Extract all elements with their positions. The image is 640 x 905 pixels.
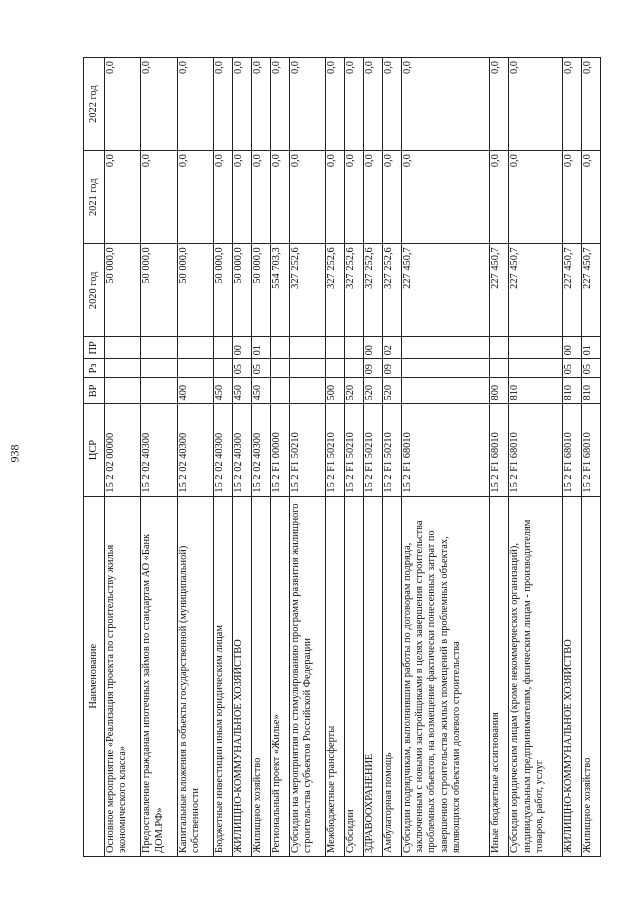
cell-rz	[105, 359, 141, 378]
cell-y2021: 0,0	[289, 151, 325, 244]
cell-y2021: 0,0	[509, 151, 563, 244]
table-row	[401, 58, 490, 857]
cell-y2022: 0,0	[382, 58, 401, 151]
cell-rz: 05	[582, 359, 601, 378]
header-2022: 2022 год	[84, 58, 105, 151]
cell-csr: 15 2 F1 50210	[344, 404, 363, 496]
table-row	[177, 58, 213, 857]
table-row	[214, 58, 233, 857]
cell-csr: 15 2 02 40300	[214, 404, 233, 496]
cell-y2021: 0,0	[326, 151, 345, 244]
cell-y2021: 0,0	[233, 151, 252, 244]
cell-pr	[490, 337, 509, 359]
cell-y2021: 0,0	[582, 151, 601, 244]
cell-y2020: 554 703,3	[270, 244, 289, 337]
cell-csr: 15 2 F1 00000	[270, 404, 289, 496]
table-row	[563, 58, 582, 857]
cell-pr: 00	[563, 337, 582, 359]
cell-y2022: 0,0	[251, 58, 270, 151]
header-rz: Рз	[84, 359, 105, 378]
cell-vr	[270, 378, 289, 404]
cell-rz	[141, 359, 177, 378]
cell-y2021: 0,0	[177, 151, 213, 244]
cell-y2021: 0,0	[344, 151, 363, 244]
cell-csr: 15 2 02 40300	[177, 404, 213, 496]
cell-name: Основное мероприятие «Реализация проекта по строительству жилья экономического класса»	[105, 496, 141, 856]
cell-vr: 520	[363, 378, 382, 404]
cell-pr: 01	[582, 337, 601, 359]
cell-rz: 09	[382, 359, 401, 378]
cell-y2022: 0,0	[233, 58, 252, 151]
cell-csr: 15 2 F1 68010	[563, 404, 582, 496]
header-csr: ЦСР	[84, 404, 105, 496]
cell-name: Амбулаторная помощь	[382, 496, 401, 856]
cell-name: Предоставление гражданам ипотечных займов по стандартам АО «Банк ДОМ.РФ»	[141, 496, 177, 856]
cell-name: ЗДРАВООХРАНЕНИЕ	[363, 496, 382, 856]
cell-vr	[289, 378, 325, 404]
cell-rz	[214, 359, 233, 378]
cell-y2021: 0,0	[401, 151, 490, 244]
cell-rz	[344, 359, 363, 378]
table-row	[344, 58, 363, 857]
cell-rz	[177, 359, 213, 378]
cell-vr: 520	[344, 378, 363, 404]
cell-y2020: 50 000,0	[141, 244, 177, 337]
cell-pr	[141, 337, 177, 359]
cell-y2020: 327 252,6	[326, 244, 345, 337]
cell-y2022: 0,0	[582, 58, 601, 151]
cell-name: ЖИЛИЩНО-КОММУНАЛЬНОЕ ХОЗЯЙСТВО	[233, 496, 252, 856]
page-number-text: 938	[7, 444, 22, 462]
table-body	[105, 58, 601, 857]
cell-rz	[326, 359, 345, 378]
cell-y2020: 227 450,7	[582, 244, 601, 337]
cell-name: Жилищное хозяйство	[251, 496, 270, 856]
cell-vr: 450	[214, 378, 233, 404]
cell-y2020: 327 252,6	[363, 244, 382, 337]
table-row	[251, 58, 270, 857]
cell-csr: 15 2 02 40300	[233, 404, 252, 496]
table-container	[83, 57, 601, 857]
cell-vr	[141, 378, 177, 404]
page-number	[0, 428, 30, 478]
cell-name: Субсидии подрядчикам, выполнившим работы по договорам подряда, заключенным с новыми застройщиками в целях завершения строительства проблемных объектов, на возмещение фактически понесенных затрат по завершению строительства жилых помещений в проблемных объектах, являющихся объектами долевого строительства	[401, 496, 490, 856]
header-2020: 2020 год	[84, 244, 105, 337]
cell-y2020: 50 000,0	[177, 244, 213, 337]
table-row	[509, 58, 563, 857]
cell-name: Субсидии юридическим лицам (кроме некоммерческих организаций), индивидуальным предпринимателям, физическим лицам - производителям товаров, работ, услуг	[509, 496, 563, 856]
cell-y2022: 0,0	[270, 58, 289, 151]
cell-y2021: 0,0	[141, 151, 177, 244]
table-row	[289, 58, 325, 857]
cell-csr: 15 2 F1 68010	[401, 404, 490, 496]
table-row	[141, 58, 177, 857]
cell-csr: 15 2 F1 50210	[363, 404, 382, 496]
cell-y2022: 0,0	[344, 58, 363, 151]
cell-rz: 05	[251, 359, 270, 378]
cell-pr: 00	[233, 337, 252, 359]
cell-pr	[270, 337, 289, 359]
cell-vr: 500	[326, 378, 345, 404]
cell-y2020: 327 252,6	[344, 244, 363, 337]
table-row	[490, 58, 509, 857]
cell-name: Субсидии на мероприятия по стимулированию программ развития жилищного строительства субъектов Российской Федерации	[289, 496, 325, 856]
cell-y2021: 0,0	[563, 151, 582, 244]
cell-pr: 00	[363, 337, 382, 359]
header-row	[84, 58, 105, 857]
cell-y2020: 327 252,6	[382, 244, 401, 337]
cell-y2021: 0,0	[214, 151, 233, 244]
cell-pr: 01	[251, 337, 270, 359]
cell-y2022: 0,0	[177, 58, 213, 151]
table-row	[270, 58, 289, 857]
cell-csr: 15 2 F1 68010	[490, 404, 509, 496]
cell-y2021: 0,0	[251, 151, 270, 244]
table-row	[363, 58, 382, 857]
cell-name: Межбюджетные трансферты	[326, 496, 345, 856]
cell-name: ЖИЛИЩНО-КОММУНАЛЬНОЕ ХОЗЯЙСТВО	[563, 496, 582, 856]
cell-y2020: 50 000,0	[251, 244, 270, 337]
cell-csr: 15 2 F1 50210	[289, 404, 325, 496]
cell-y2021: 0,0	[490, 151, 509, 244]
cell-vr	[401, 378, 490, 404]
cell-y2022: 0,0	[326, 58, 345, 151]
cell-pr	[177, 337, 213, 359]
table-row	[582, 58, 601, 857]
header-name: Наименование	[84, 496, 105, 856]
cell-rz	[289, 359, 325, 378]
cell-vr: 520	[382, 378, 401, 404]
cell-y2022: 0,0	[363, 58, 382, 151]
cell-csr: 15 2 F1 50210	[326, 404, 345, 496]
cell-vr: 800	[490, 378, 509, 404]
cell-csr: 15 2 F1 68010	[509, 404, 563, 496]
cell-y2021: 0,0	[382, 151, 401, 244]
cell-pr	[344, 337, 363, 359]
cell-rz	[401, 359, 490, 378]
cell-y2020: 50 000,0	[214, 244, 233, 337]
cell-name: Бюджетные инвестиции иным юридическим лицам	[214, 496, 233, 856]
cell-rz	[509, 359, 563, 378]
cell-y2022: 0,0	[490, 58, 509, 151]
cell-rz	[490, 359, 509, 378]
header-2021: 2021 год	[84, 151, 105, 244]
cell-y2022: 0,0	[563, 58, 582, 151]
cell-vr: 810	[509, 378, 563, 404]
cell-y2020: 227 450,7	[401, 244, 490, 337]
cell-y2022: 0,0	[141, 58, 177, 151]
cell-csr: 15 2 F1 50210	[382, 404, 401, 496]
cell-rz: 05	[563, 359, 582, 378]
budget-table	[83, 57, 601, 857]
cell-csr: 15 2 02 40300	[251, 404, 270, 496]
cell-y2022: 0,0	[289, 58, 325, 151]
cell-y2020: 50 000,0	[105, 244, 141, 337]
cell-y2020: 227 450,7	[509, 244, 563, 337]
cell-vr: 450	[233, 378, 252, 404]
table-row	[326, 58, 345, 857]
cell-vr: 810	[563, 378, 582, 404]
cell-pr	[105, 337, 141, 359]
table-row	[382, 58, 401, 857]
table-row	[105, 58, 141, 857]
cell-y2022: 0,0	[509, 58, 563, 151]
cell-y2021: 0,0	[105, 151, 141, 244]
header-pr: ПР	[84, 337, 105, 359]
table-row	[233, 58, 252, 857]
cell-y2022: 0,0	[214, 58, 233, 151]
cell-y2021: 0,0	[270, 151, 289, 244]
cell-pr	[401, 337, 490, 359]
cell-y2021: 0,0	[363, 151, 382, 244]
rotated-table-frame	[83, 57, 601, 857]
cell-csr: 15 2 02 40300	[141, 404, 177, 496]
cell-pr	[214, 337, 233, 359]
cell-pr	[509, 337, 563, 359]
cell-y2020: 227 450,7	[563, 244, 582, 337]
cell-csr: 15 2 02 00000	[105, 404, 141, 496]
cell-name: Жилищное хозяйство	[582, 496, 601, 856]
cell-name: Капитальные вложения в объекты государственной (муниципальной) собственности	[177, 496, 213, 856]
cell-vr: 400	[177, 378, 213, 404]
cell-name: Субсидии	[344, 496, 363, 856]
cell-rz: 05	[233, 359, 252, 378]
cell-vr: 810	[582, 378, 601, 404]
cell-name: Региональный проект «Жилье»	[270, 496, 289, 856]
header-vr: ВР	[84, 378, 105, 404]
cell-vr	[105, 378, 141, 404]
cell-y2020: 50 000,0	[233, 244, 252, 337]
cell-y2020: 327 252,6	[289, 244, 325, 337]
cell-y2022: 0,0	[401, 58, 490, 151]
cell-csr: 15 2 F1 68010	[582, 404, 601, 496]
cell-name: Иные бюджетные ассигнования	[490, 496, 509, 856]
cell-pr: 02	[382, 337, 401, 359]
cell-y2020: 227 450,7	[490, 244, 509, 337]
cell-rz: 09	[363, 359, 382, 378]
cell-vr: 450	[251, 378, 270, 404]
cell-pr	[326, 337, 345, 359]
cell-rz	[270, 359, 289, 378]
cell-pr	[289, 337, 325, 359]
cell-y2022: 0,0	[105, 58, 141, 151]
